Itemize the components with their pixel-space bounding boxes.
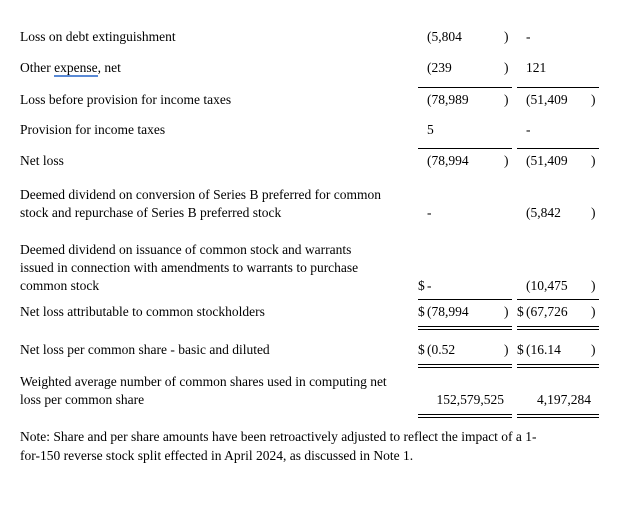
value-cell-col1 [418, 91, 512, 109]
value-cell-col2 [517, 391, 599, 409]
closing-paren [504, 277, 512, 295]
value-cell-col1 [418, 204, 512, 222]
row-label [20, 341, 418, 359]
currency-sign [418, 204, 427, 222]
value-cell-col1 [418, 152, 512, 170]
value-number: (10,475 [526, 278, 568, 293]
table-row-loss-on-debt-extinguishment [20, 28, 624, 46]
closing-paren: ) [591, 278, 596, 293]
row-label [20, 303, 418, 321]
closing-paren [504, 121, 512, 139]
value-cell-col2 [517, 277, 599, 295]
label-text-post: , net [97, 60, 121, 75]
value-cell-col2 [517, 28, 599, 46]
row-label-line: loss per common share [20, 392, 145, 407]
value-cell-col1 [418, 277, 512, 295]
closing-paren [504, 391, 512, 409]
row-label [20, 28, 418, 46]
currency-sign: $ [418, 304, 425, 319]
row-label-line [20, 59, 418, 77]
closing-paren: ) [591, 304, 596, 319]
closing-paren: ) [504, 304, 509, 319]
currency-sign [418, 59, 427, 77]
value-number: - [427, 278, 432, 293]
currency-sign [517, 59, 526, 77]
row-label [20, 241, 418, 295]
closing-paren: ) [504, 60, 509, 75]
value-cell-col2 [517, 341, 599, 359]
currency-sign [418, 121, 427, 139]
value-number: (5,842 [526, 205, 561, 220]
value-cell-col1 [418, 28, 512, 46]
currency-sign [517, 28, 526, 46]
row-label-line: Deemed dividend on conversion of Series B preferred for common [20, 187, 382, 202]
value-cell-col2 [517, 204, 599, 222]
closing-paren [591, 391, 599, 409]
value-cell-col1 [418, 303, 512, 321]
closing-paren [591, 121, 599, 139]
value-cell-col1 [418, 341, 512, 359]
row-label [20, 373, 418, 409]
closing-paren: ) [591, 153, 596, 168]
value-number: (51,409 [526, 92, 568, 107]
table-row-provision-for-income-taxes [20, 121, 624, 139]
value-number: (78,994 [427, 304, 469, 319]
value-cell-col2 [517, 152, 599, 170]
currency-sign [517, 391, 526, 409]
currency-sign [517, 277, 526, 295]
closing-paren: ) [504, 29, 509, 44]
row-label-line: Loss on debt extinguishment [20, 29, 176, 44]
row-label-line: Net loss [20, 153, 64, 168]
label-text-pre: Other [20, 60, 55, 75]
currency-sign: $ [418, 342, 425, 357]
currency-sign [418, 391, 427, 409]
value-number: (67,726 [526, 304, 568, 319]
footnote-line: Note: Share and per share amounts have been retroactively adjusted to reflect the impact of a 1- [20, 429, 537, 444]
value-number: - [526, 29, 531, 44]
currency-sign [517, 121, 526, 139]
row-label [20, 186, 418, 222]
value-number: - [427, 205, 432, 220]
value-number: (51,409 [526, 153, 568, 168]
row-label-line: Loss before provision for income taxes [20, 92, 232, 107]
row-label-line: Provision for income taxes [20, 122, 166, 137]
row-label [20, 152, 418, 170]
value-cell-col2 [517, 121, 599, 139]
value-number: 121 [526, 60, 547, 75]
closing-paren: ) [591, 92, 596, 107]
value-number: (0.52 [427, 342, 456, 357]
value-number: (16.14 [526, 342, 561, 357]
footnote [20, 427, 620, 465]
value-cell-col2 [517, 303, 599, 321]
row-label-line: Weighted average number of common shares used in computing net [20, 374, 387, 389]
value-number: (5,804 [427, 29, 462, 44]
currency-sign [418, 152, 427, 170]
closing-paren [591, 28, 599, 46]
closing-paren: ) [591, 205, 596, 220]
closing-paren: ) [504, 92, 509, 107]
value-number: (78,989 [427, 92, 469, 107]
closing-paren [591, 59, 599, 77]
table-row-weighted-average-shares [20, 373, 624, 409]
closing-paren: ) [504, 153, 509, 168]
value-cell-col1 [418, 59, 512, 77]
currency-sign [517, 91, 526, 109]
currency-sign: $ [517, 304, 524, 319]
currency-sign: $ [517, 342, 524, 357]
value-cell-col2 [517, 91, 599, 109]
value-number: - [526, 122, 531, 137]
row-label-line: stock and repurchase of Series B preferred stock [20, 205, 282, 220]
closing-paren: ) [504, 342, 509, 357]
row-label-line: Deemed dividend on issuance of common stock and warrants [20, 242, 352, 257]
closing-paren [504, 204, 512, 222]
table-row-loss-before-taxes [20, 91, 624, 109]
value-cell-col1 [418, 121, 512, 139]
table-row-deemed-dividend-issuance-warrants [20, 241, 624, 295]
table-row-other-expense-net [20, 59, 624, 77]
closing-paren: ) [591, 342, 596, 357]
table-row-deemed-dividend-conversion-series-b [20, 186, 624, 222]
row-label-line: Net loss per common share - basic and diluted [20, 342, 270, 357]
currency-sign [517, 204, 526, 222]
table-row-net-loss-per-share [20, 341, 624, 359]
row-label-line: Net loss attributable to common stockholders [20, 304, 265, 319]
table-row-net-loss-attributable [20, 303, 624, 321]
value-number: 4,197,284 [537, 392, 591, 407]
row-label-line: common stock [20, 278, 100, 293]
row-label [20, 59, 418, 77]
currency-sign: $ [418, 278, 425, 293]
value-number: 5 [427, 122, 434, 137]
currency-sign [418, 28, 427, 46]
footnote-line: for-150 reverse stock split effected in April 2024, as discussed in Note 1. [20, 448, 414, 463]
value-cell-col2 [517, 59, 599, 77]
value-cell-col1 [418, 391, 512, 409]
row-label-line: issued in connection with amendments to warrants to purchase [20, 260, 359, 275]
currency-sign [517, 152, 526, 170]
table-row-net-loss [20, 152, 624, 170]
row-label [20, 121, 418, 139]
flagged-word-expense[interactable]: expense [54, 60, 98, 75]
value-number: (239 [427, 60, 452, 75]
row-label [20, 91, 418, 109]
value-number: 152,579,525 [436, 392, 504, 407]
value-number: (78,994 [427, 153, 469, 168]
currency-sign [418, 91, 427, 109]
